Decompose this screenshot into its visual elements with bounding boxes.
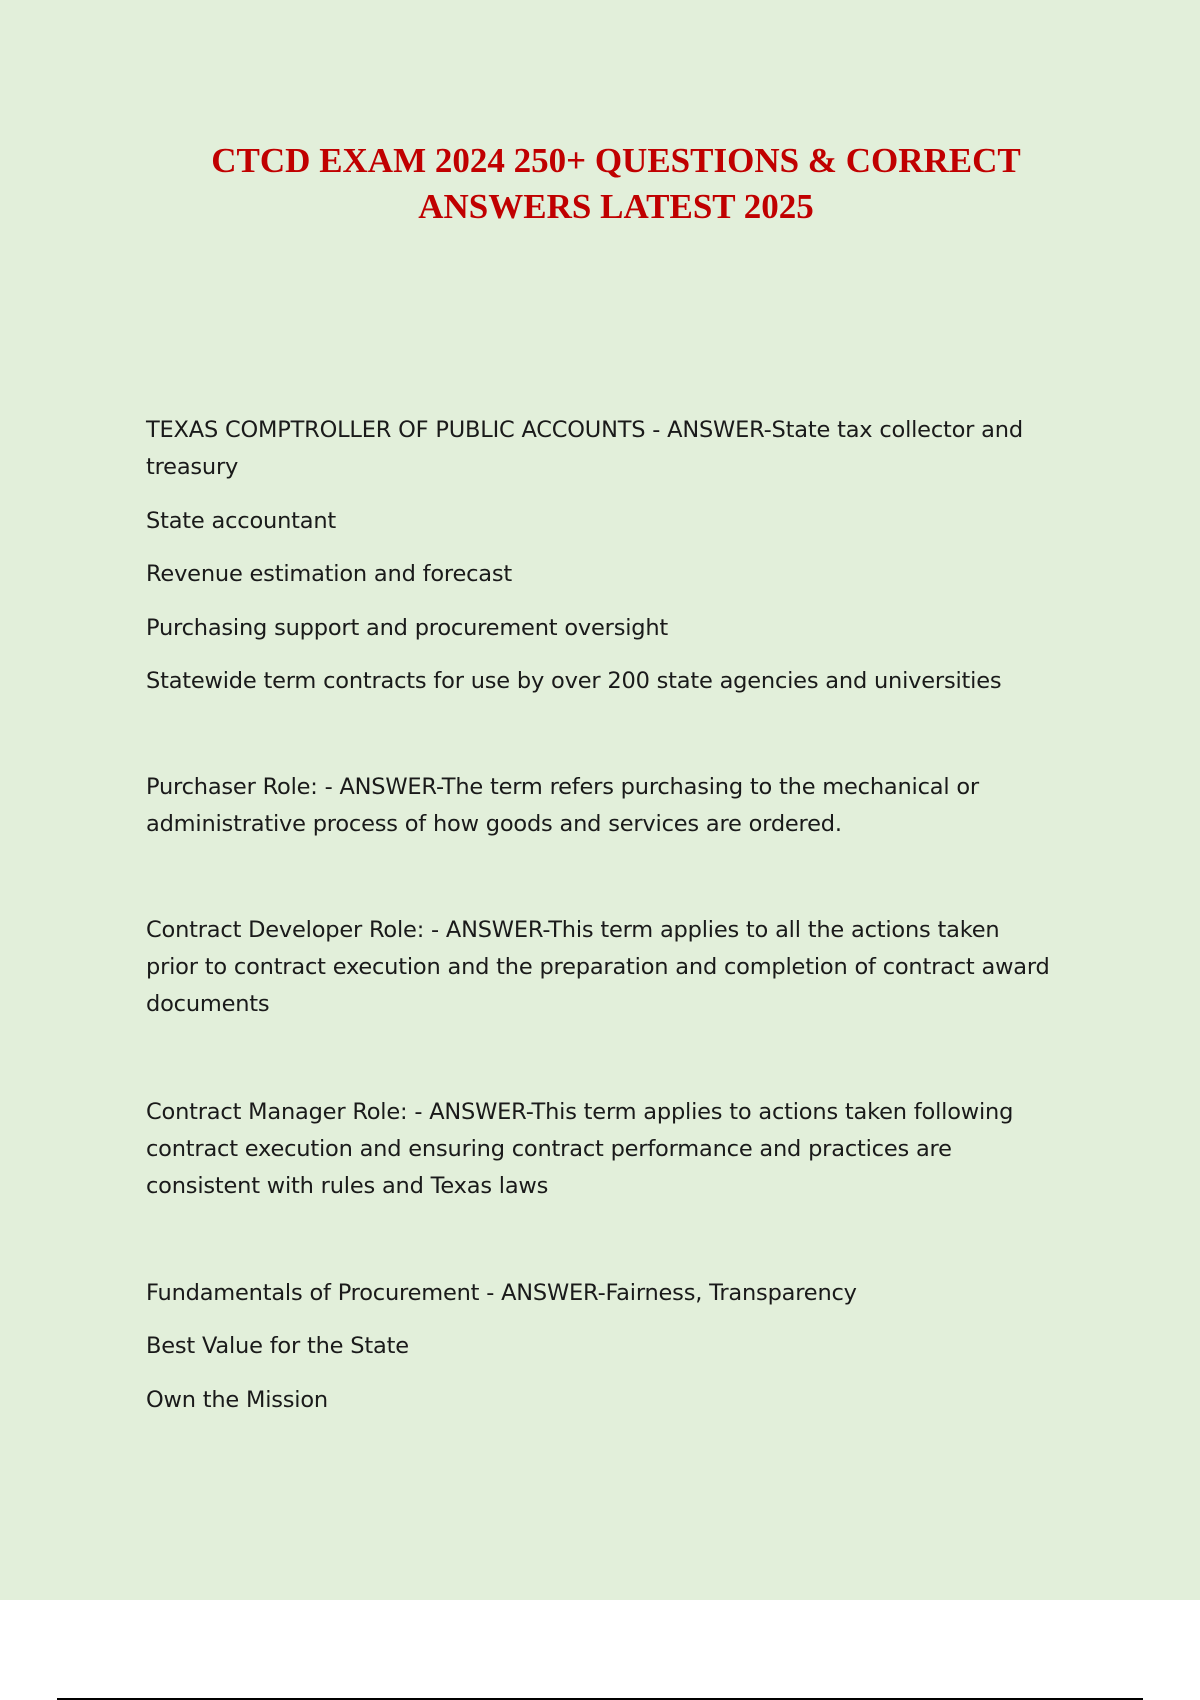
entry-line: documents <box>146 991 270 1017</box>
entry-line: Statewide term contracts for use by over 200 state agencies and universities <box>146 668 1002 694</box>
entry-line: Purchaser Role: - ANSWER-The term refers purchasing to the mechanical or <box>146 774 979 800</box>
document-title-line-1: CTCD EXAM 2024 250+ QUESTIONS & CORRECT <box>211 141 1021 180</box>
entry-line: Contract Manager Role: - ANSWER-This term applies to actions taken following <box>146 1099 1014 1125</box>
entry-fundamentals-of-procurement <box>146 1275 1106 1419</box>
entry-purchaser-role <box>146 769 1106 843</box>
document-title <box>100 138 1132 230</box>
entry-line: treasury <box>146 454 239 480</box>
entry-contract-developer-role <box>146 912 1106 1023</box>
entry-line: prior to contract execution and the preparation and completion of contract award <box>146 954 1050 980</box>
entry-contract-manager-role <box>146 1094 1106 1205</box>
entry-line: Purchasing support and procurement oversight <box>146 615 669 641</box>
entry-line: Revenue estimation and forecast <box>146 561 513 587</box>
entry-line: administrative process of how goods and services are ordered. <box>146 811 842 837</box>
entry-line: contract execution and ensuring contract performance and practices are <box>146 1136 952 1162</box>
entry-line: State accountant <box>146 508 337 534</box>
entry-line: Own the Mission <box>146 1387 328 1413</box>
document-title-line-2: ANSWERS LATEST 2025 <box>418 187 814 226</box>
entry-line: Fundamentals of Procurement - ANSWER-Fairness, Transparency <box>146 1280 857 1306</box>
entry-line: Best Value for the State <box>146 1333 409 1359</box>
entry-line: consistent with rules and Texas laws <box>146 1173 549 1199</box>
entry-line: TEXAS COMPTROLLER OF PUBLIC ACCOUNTS - ANSWER-State tax collector and <box>146 417 1023 443</box>
entry-texas-comptroller <box>146 412 1106 700</box>
entry-line: Contract Developer Role: - ANSWER-This term applies to all the actions taken <box>146 917 1000 943</box>
